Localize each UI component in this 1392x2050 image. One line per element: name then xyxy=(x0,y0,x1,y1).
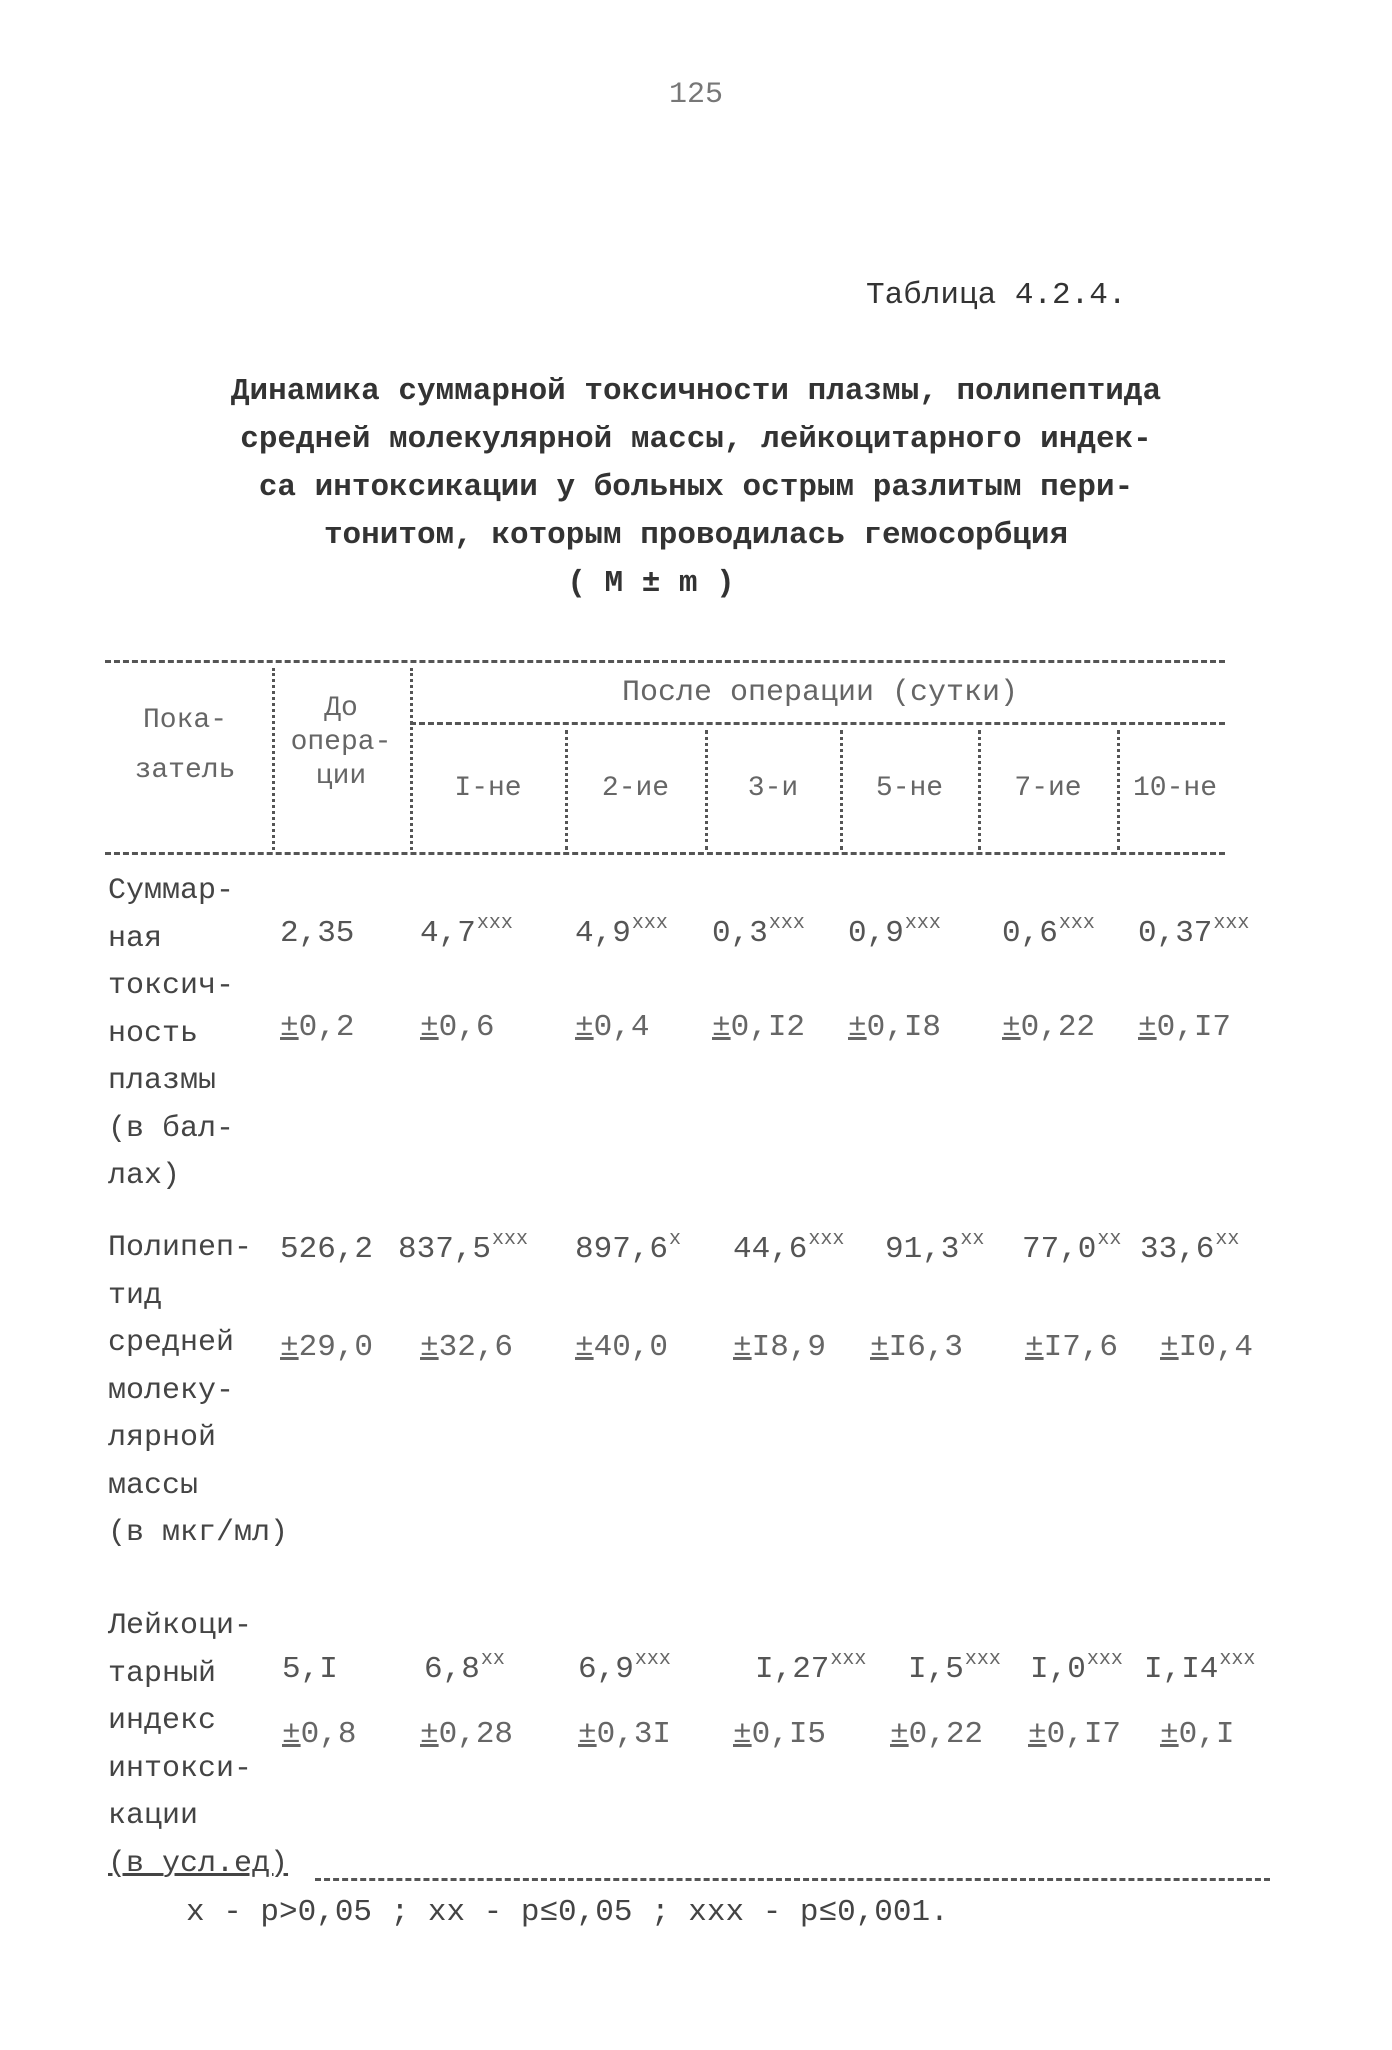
title-line: ( М ± m ) xyxy=(567,566,735,601)
error-cell: ±0,I8 xyxy=(848,1010,942,1045)
error-cell: ±I7,6 xyxy=(1025,1330,1119,1365)
row-label-line: индекс xyxy=(108,1704,217,1738)
row-label-line: лярной xyxy=(108,1421,217,1455)
value-cell: 77,0$^{xx}$ xyxy=(1022,1228,1122,1267)
value-cell: 91,3$^{xx}$ xyxy=(885,1228,985,1267)
error-cell: ±32,6 xyxy=(420,1330,514,1365)
table-title xyxy=(0,368,1392,608)
header-sub-rule xyxy=(410,722,1225,725)
row-label-line: плазмы xyxy=(108,1064,217,1098)
row-label-line: (в бал- xyxy=(108,1111,235,1146)
row-label-line: молеку- xyxy=(108,1373,235,1408)
table-top-rule xyxy=(105,660,1225,663)
header-indicator-line: Пока- xyxy=(142,705,227,736)
header-day: 10-не xyxy=(1132,773,1217,804)
title-line: са интоксикации у больных острым разлитым пери- xyxy=(258,470,1134,505)
value-cell: 897,6$^x$ xyxy=(575,1228,682,1267)
error-cell: ±I0,4 xyxy=(1160,1330,1254,1365)
error-cell: ±0,22 xyxy=(890,1717,984,1752)
table-label: Таблица 4.2.4. xyxy=(866,278,1127,313)
row-label-line: Суммар- xyxy=(108,874,235,908)
row-label-line: Полипеп- xyxy=(108,1231,253,1265)
error-cell: ±I6,3 xyxy=(870,1330,964,1365)
value-cell: I,5$^{xxx}$ xyxy=(908,1648,1001,1687)
error-cell: ±0,I xyxy=(1160,1717,1235,1752)
row-label-line: ная xyxy=(108,921,163,956)
header-separator xyxy=(410,668,413,850)
header-day: 2-ие xyxy=(601,773,670,804)
header-indicator xyxy=(110,704,260,788)
header-before-line: ции xyxy=(315,761,367,792)
error-cell: ±0,2 xyxy=(280,1010,355,1045)
row-label-line: (в мкг/мл) xyxy=(108,1516,289,1550)
page-number: 125 xyxy=(668,78,723,112)
value-cell: 6,8$^{xx}$ xyxy=(424,1648,505,1687)
header-day: I-не xyxy=(454,773,522,804)
value-cell: I,27$^{xxx}$ xyxy=(755,1648,867,1687)
value-cell: 0,6$^{xxx}$ xyxy=(1002,912,1095,951)
header-bottom-rule xyxy=(105,852,1225,855)
error-cell: ±0,I2 xyxy=(712,1010,806,1045)
header-day: 7-ие xyxy=(1014,773,1082,804)
error-cell: ±I8,9 xyxy=(733,1330,827,1365)
row-label-line: (в усл.ед) xyxy=(108,1846,289,1881)
header-indicator-line: затель xyxy=(134,755,236,786)
value-cell: 4,7$^{xxx}$ xyxy=(420,912,513,951)
row-label-line: тарный xyxy=(108,1656,217,1691)
error-cell: ±0,4 xyxy=(575,1010,650,1045)
value-cell: I,0$^{xxx}$ xyxy=(1030,1648,1123,1687)
row-label-line: ность xyxy=(108,1016,199,1051)
title-line: средней молекулярной массы, лейкоцитарного индек- xyxy=(240,422,1152,457)
row-label-total-toxicity xyxy=(108,868,234,1201)
row-label-line: массы xyxy=(108,1468,199,1503)
row-label-leukocyte-index xyxy=(108,1603,288,1888)
row-label-line: кации xyxy=(108,1799,199,1833)
table-bottom-rule xyxy=(315,1878,1270,1881)
header-before-surgery xyxy=(276,692,406,794)
header-after-surgery: После операции (сутки) xyxy=(621,676,1019,710)
title-line: тонитом, которым проводилась гемосорбция xyxy=(323,518,1069,553)
header-day: 3-и xyxy=(747,773,799,804)
value-cell: 2,35 xyxy=(280,916,355,951)
error-cell: ±40,0 xyxy=(575,1330,669,1365)
error-cell: ±0,I5 xyxy=(733,1717,827,1752)
error-cell: ±0,28 xyxy=(420,1717,514,1752)
row-label-line: лах) xyxy=(108,1159,181,1193)
error-cell: ±0,I7 xyxy=(1028,1717,1122,1752)
header-separator xyxy=(272,668,275,850)
value-cell: 6,9$^{xxx}$ xyxy=(578,1648,671,1687)
value-cell: 0,3$^{xxx}$ xyxy=(712,912,805,951)
row-label-line: интокси- xyxy=(108,1751,253,1786)
significance-footnote: x - p>0,05 ; xx - p≤0,05 ; xxx - p≤0,001. xyxy=(186,1895,949,1930)
error-cell: ±29,0 xyxy=(280,1330,374,1365)
row-label-line: тид xyxy=(108,1278,163,1313)
header-day: 5-не xyxy=(875,773,944,804)
value-cell: 526,2 xyxy=(280,1232,374,1267)
value-cell: I,I4$^{xxx}$ xyxy=(1144,1648,1256,1687)
error-cell: ±0,3I xyxy=(578,1717,672,1752)
row-label-line: средней xyxy=(108,1326,235,1360)
value-cell: 33,6$^{xx}$ xyxy=(1140,1228,1240,1267)
value-cell: 4,9$^{xxx}$ xyxy=(575,912,668,951)
value-cell: 5,I xyxy=(282,1652,338,1687)
row-label-line: Лейкоци- xyxy=(108,1609,253,1643)
header-before-line: До xyxy=(324,693,358,724)
value-cell: 837,5$^{xxx}$ xyxy=(398,1228,529,1267)
error-cell: ±0,22 xyxy=(1002,1010,1096,1045)
title-line: Динамика суммарной токсичности плазмы, полипептида xyxy=(230,374,1162,409)
value-cell: 0,37$^{xxx}$ xyxy=(1138,912,1250,951)
row-label-polypeptide xyxy=(108,1225,288,1558)
row-label-line: токсич- xyxy=(108,969,235,1003)
error-cell: ±0,6 xyxy=(420,1010,495,1045)
value-cell: 0,9$^{xxx}$ xyxy=(848,912,941,951)
header-before-line: опера- xyxy=(290,727,392,758)
error-cell: ±0,8 xyxy=(282,1717,357,1752)
value-cell: 44,6$^{xxx}$ xyxy=(733,1228,845,1267)
error-cell: ±0,I7 xyxy=(1138,1010,1232,1045)
